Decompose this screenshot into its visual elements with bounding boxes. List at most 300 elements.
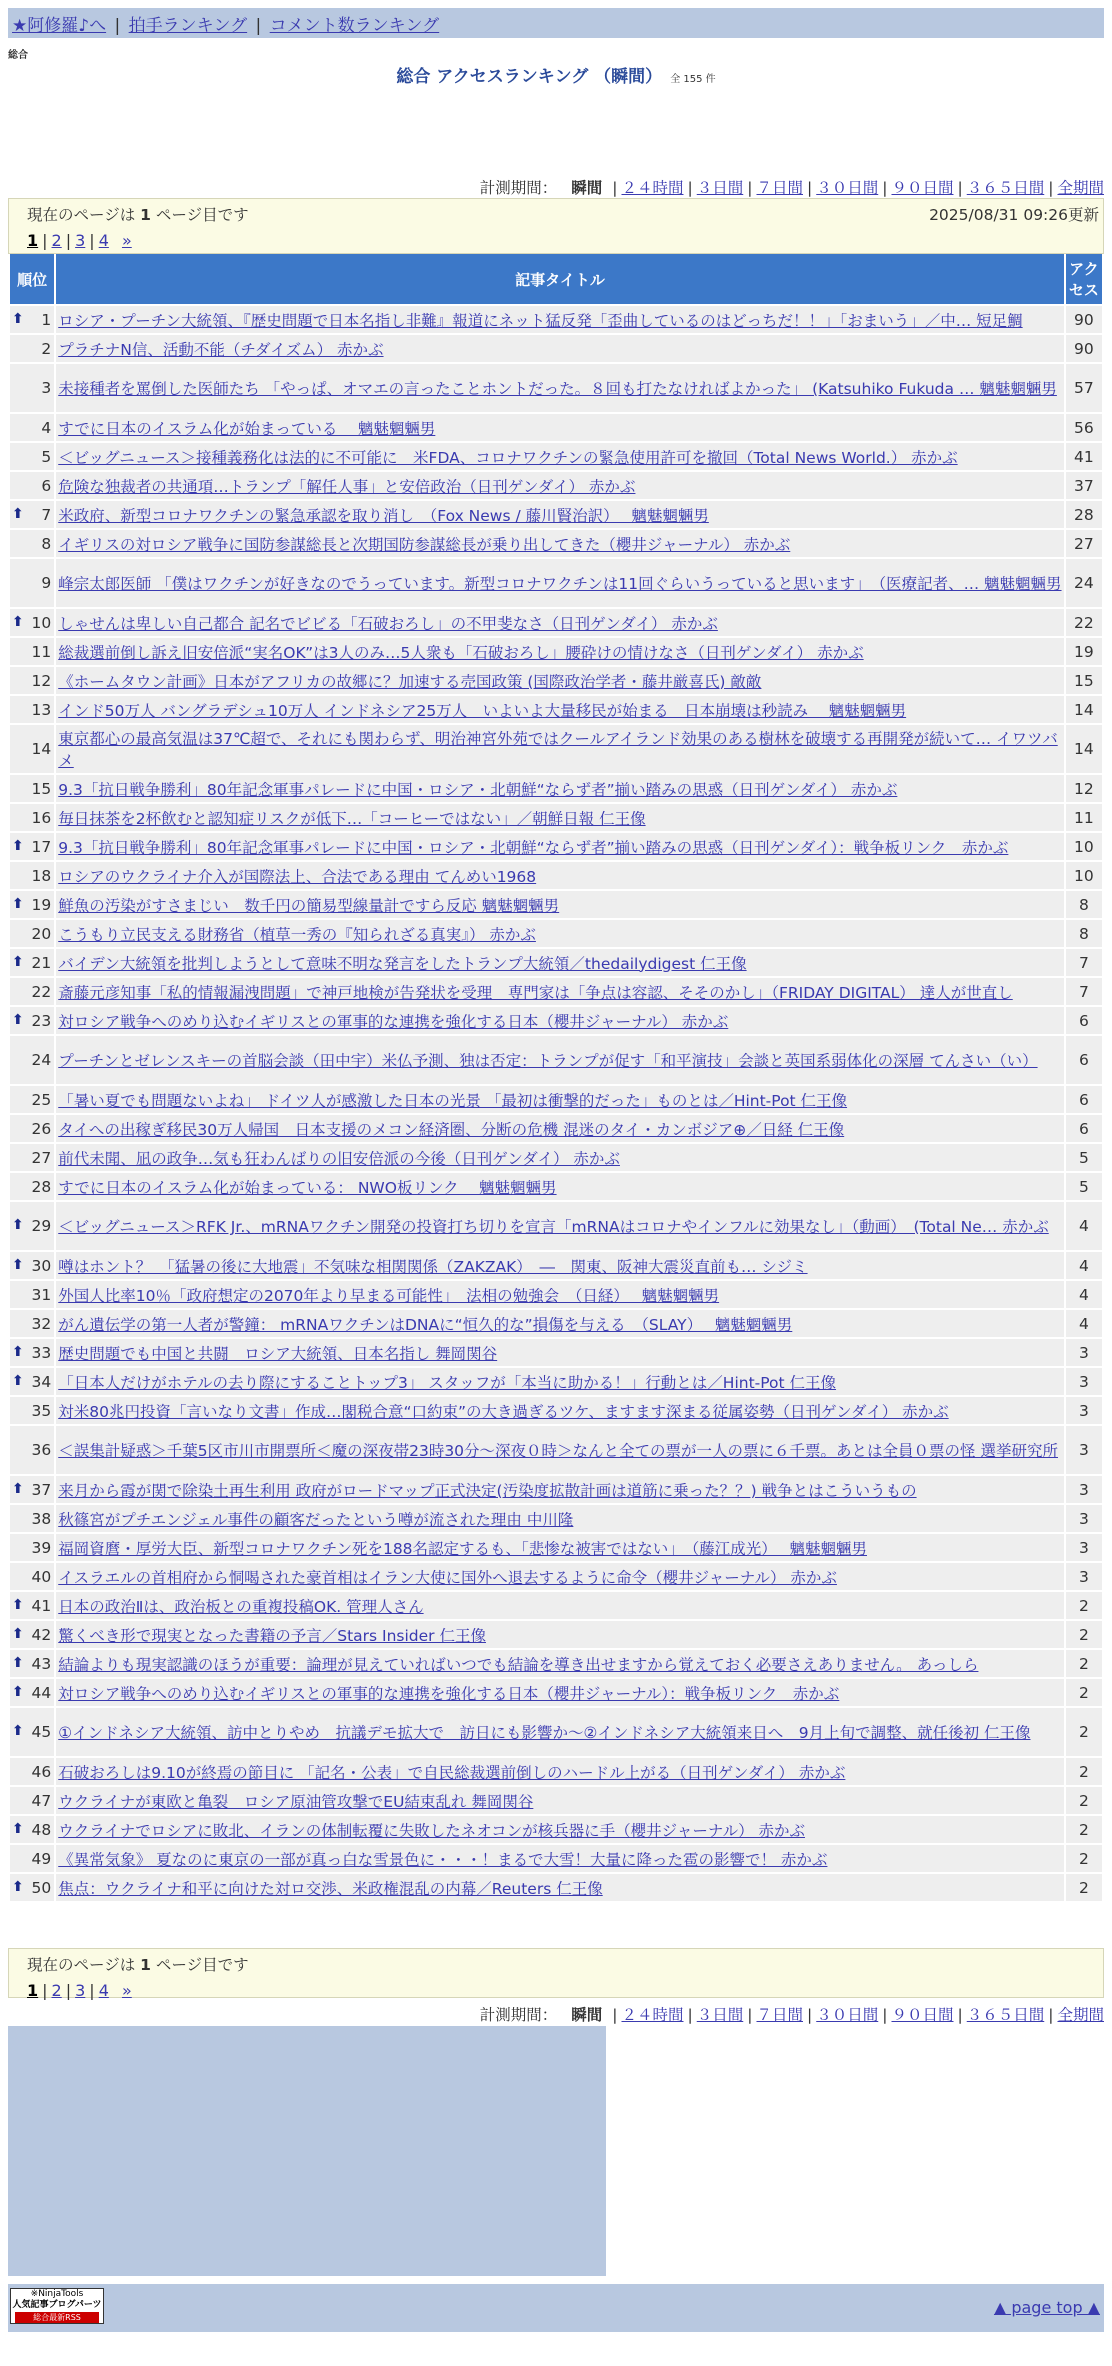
title-cell [56, 1845, 1064, 1872]
rank-number: 34 [31, 1372, 52, 1391]
access-cell: 22 [1066, 609, 1102, 636]
rank-cell [10, 1426, 54, 1474]
rank-number: 41 [31, 1596, 52, 1615]
page-link-4[interactable]: 4 [98, 1981, 109, 2000]
title-cell [56, 978, 1064, 1005]
access-cell: 10 [1066, 862, 1102, 889]
page-links [27, 231, 1085, 250]
table-row [10, 920, 1102, 947]
page-info [27, 1953, 1085, 1975]
article-link[interactable]: ＜ビッグニュース＞RFK Jr.、mRNAワクチン開発の投資打ち切りを宣言「mRNAはコロナやインフルに効果なし」（動画） (Total Ne… 赤かぶ [58, 1218, 1049, 1236]
up-arrow-icon: ⬆ [12, 837, 24, 854]
article-link[interactable]: 歴史問題でも中国と共闘 ロシア大統領、日本名指し 舞岡関谷 [58, 1344, 498, 1363]
access-cell: 2 [1066, 1592, 1102, 1619]
period-separator: | [747, 2006, 753, 2024]
table-row [10, 1708, 1102, 1756]
rank-cell [10, 833, 54, 860]
article-link[interactable]: 福岡資麿・厚労大臣、新型コロナワクチン死を188名認定するも、「悲惨な被害ではない」 （藤江成光） 魑魅魍魎男 [58, 1539, 867, 1558]
article-link[interactable]: 「暑い夏でも問題ないよね」 ドイツ人が感激した日本の光景 「最初は衝撃的だった」ものとは／Hint-Pot 仁王像 [58, 1091, 848, 1110]
article-link[interactable]: インド50万人 バングラデシュ10万人 インドネシア25万人 いよいよ大量移民が始まる 日本崩壊は秒読み 魑魅魍魎男 [58, 701, 907, 720]
title-cell [56, 1650, 1064, 1677]
article-link[interactable]: 焦点：ウクライナ和平に向けた対ロ交渉、米政権混乱の内幕／Reuters 仁王像 [58, 1879, 603, 1898]
article-link[interactable]: ウクライナが東欧と亀裂 ロシア原油管攻撃でEU結束乱れ 舞岡関谷 [58, 1792, 534, 1811]
title-cell [56, 725, 1064, 773]
page-separator: | [42, 231, 48, 250]
rank-cell [10, 862, 54, 889]
period-selector-bottom [480, 2003, 1104, 2025]
rank-number: 45 [31, 1723, 52, 1741]
up-arrow-icon: ⬆ [12, 1820, 24, 1837]
article-link[interactable]: ①インドネシア大統領、訪中とりやめ 抗議デモ拡大で 訪日にも影響か～②インドネシア大統領来日へ 9月上旬で調整、就任後初 仁王像 [58, 1724, 1031, 1742]
article-link[interactable]: ウクライナでロシアに敗北、イランの体制転覆に失敗したネオコンが核兵器に手（櫻井ジャーナル） 赤かぶ [58, 1821, 805, 1840]
access-cell: 6 [1066, 1036, 1102, 1084]
article-link[interactable]: 前代未聞、凪の政争…気も狂わんばりの旧安倍派の今後（日刊ゲンダイ） 赤かぶ [58, 1149, 620, 1168]
access-cell: 7 [1066, 949, 1102, 976]
table-row [10, 725, 1102, 773]
category-tag: 総合 [8, 50, 28, 61]
article-link[interactable]: 9.3「抗日戦争勝利」80年記念軍事パレードに中国・ロシア・北朝鮮“ならず者”揃い踏みの思惑（日刊ゲンダイ）：戦争板リンク 赤かぶ [58, 838, 1009, 857]
up-arrow-icon: ⬆ [12, 505, 24, 522]
period-separator: | [882, 179, 888, 197]
table-row [10, 1252, 1102, 1279]
page-info [27, 203, 1085, 225]
up-arrow-icon: ⬆ [12, 1343, 24, 1360]
access-cell: 90 [1066, 335, 1102, 362]
rank-number: 14 [31, 740, 52, 758]
period-option[interactable]: 全期間 [1057, 179, 1104, 197]
title-cell [56, 1708, 1064, 1756]
article-link[interactable]: 対ロシア戦争へのめり込むイギリスとの軍事的な連携を強化する日本（櫻井ジャーナル）：戦争板リンク 赤かぶ [58, 1684, 840, 1703]
up-arrow-icon: ⬆ [12, 1596, 24, 1613]
rank-cell [10, 1592, 54, 1619]
next-page-link[interactable]: » [121, 1981, 132, 2000]
period-option[interactable]: ７日間 [756, 179, 803, 197]
article-link[interactable]: プラチナN信、活動不能（チダイズム） 赤かぶ [58, 340, 384, 359]
rank-cell [10, 1534, 54, 1561]
title-cell [56, 833, 1064, 860]
article-link[interactable]: 未接種者を罵倒した医師たち 「やっぱ、オマエの言ったことホントだった。８回も打たなければよかった」 (Katsuhiko Fukuda … 魑魅魍魎男 [58, 380, 1057, 398]
table-row [10, 364, 1102, 412]
table-row [10, 609, 1102, 636]
title-cell [56, 1252, 1064, 1279]
title-cell [56, 1534, 1064, 1561]
title-cell [56, 1202, 1064, 1250]
period-option[interactable]: ３０日間 [816, 2006, 879, 2024]
article-link[interactable]: 《ホームタウン計画》日本がアフリカの故郷に？加速する売国政策 (国際政治学者・藤井厳喜氏) 敵敵 [58, 672, 762, 691]
total-count: 全 155 件 [670, 74, 716, 85]
next-page-link[interactable]: » [121, 231, 132, 250]
rank-cell [10, 472, 54, 499]
title-cell [56, 804, 1064, 831]
access-cell: 3 [1066, 1339, 1102, 1366]
period-option[interactable]: ３６５日間 [966, 179, 1045, 197]
period-option[interactable]: ３日間 [696, 179, 744, 197]
table-row [10, 1621, 1102, 1648]
title-cell [56, 530, 1064, 557]
article-link[interactable]: ＜誤集計疑惑＞千葉5区市川市開票所＜魔の深夜帯23時30分～深夜０時＞なんと全ての票が一人の票に６千票。あとは全員０票の怪 選挙研究所 [58, 1442, 1058, 1460]
access-cell: 5 [1066, 1144, 1102, 1171]
access-cell: 3 [1066, 1476, 1102, 1503]
table-row [10, 1339, 1102, 1366]
home-link[interactable]: ★阿修羅♪へ [12, 16, 107, 36]
table-row [10, 1202, 1102, 1250]
title-cell [56, 1621, 1064, 1648]
badge-line2: 人気記事ブログパーツ [12, 2300, 102, 2310]
rank-cell [10, 414, 54, 441]
rank-cell [10, 978, 54, 1005]
title-cell [56, 1476, 1064, 1503]
rank-cell [10, 1621, 54, 1648]
access-cell: 12 [1066, 775, 1102, 802]
article-link[interactable]: 日本の政治Ⅱは、政治板との重複投稿OK. 管理人さん [58, 1597, 424, 1616]
ad-placeholder [8, 2026, 606, 2276]
table-row [10, 414, 1102, 441]
article-link[interactable]: ＜ビッグニュース＞接種義務化は法的に不可能に 米FDA、コロナワクチンの緊急使用許可を撤回（Total News World.） 赤かぶ [58, 448, 958, 467]
rank-number: 37 [31, 1480, 52, 1499]
up-arrow-icon: ⬆ [12, 1372, 24, 1389]
title-cell [56, 609, 1064, 636]
title-cell [56, 1679, 1064, 1706]
title-cell [56, 414, 1064, 441]
article-link[interactable]: プーチンとゼレンスキーの首脳会談（田中宇）米仏予測、独は否定：トランプが促す「和平演技」会談と英国系弱体化の深層 てんさい（い） [58, 1052, 1038, 1070]
rank-number: 21 [31, 953, 52, 972]
page-title [0, 62, 1112, 87]
table-row [10, 443, 1102, 470]
table-row [10, 1563, 1102, 1590]
article-link[interactable]: バイデン大統領を批判しようとして意味不明な発言をしたトランプ大統領／thedailydigest 仁王像 [58, 954, 747, 973]
up-arrow-icon: ⬆ [12, 1217, 24, 1233]
article-link[interactable]: 総裁選前倒し訴え旧安倍派“実名OK”は3人のみ…5人衆も「石破おろし」腰砕けの情けなさ（日刊ゲンダイ） 赤かぶ [58, 643, 864, 662]
article-link[interactable]: 石破おろしは9.10が終焉の節目に 「記名・公表」で自民総裁選前倒しのハードル上がる（日刊ゲンダイ） 赤かぶ [58, 1763, 846, 1782]
access-cell: 41 [1066, 443, 1102, 470]
article-link[interactable]: 東京都心の最高気温は37℃超で、それにも関わらず、明治神宮外苑ではクールアイランド効果のある樹林を破壊する再開発が続いて… イワツバメ [58, 730, 1058, 770]
title-cell [56, 1758, 1064, 1785]
title-cell [56, 443, 1064, 470]
period-option[interactable]: ３日間 [696, 2006, 744, 2024]
rank-cell [10, 1563, 54, 1590]
rank-number: 15 [31, 779, 52, 798]
article-link[interactable]: 噂はホント？ 「猛暑の後に大地震」不気味な相関関係（ZAKZAK） ― 関東、阪神大震災直前も… シジミ [58, 1257, 808, 1276]
access-cell: 2 [1066, 1650, 1102, 1677]
current-page-number: 1 [140, 1956, 151, 1974]
rank-number: 39 [31, 1538, 52, 1557]
article-link[interactable]: 来月から霞が関で除染土再生利用 政府がロードマップ正式決定(汚染度拡散計画は道筋に乗った？？) 戦争とはこういうもの [58, 1481, 917, 1500]
article-link[interactable]: 米政府、新型コロナワクチンの緊急承認を取り消し （Fox News / 藤川賢治訳） 魑魅魍魎男 [58, 506, 709, 525]
rank-cell [10, 775, 54, 802]
article-link[interactable]: 結論よりも現実認識のほうが重要：論理が見えていればいつでも結論を導き出せますから覚えておく必要さえありません。 あっしら [58, 1655, 979, 1674]
period-separator: | [807, 2006, 813, 2024]
up-arrow-icon: ⬆ [12, 1011, 24, 1028]
period-current: 瞬間 [571, 2006, 603, 2024]
rank-cell [10, 1173, 54, 1200]
article-link[interactable]: ロシア・プーチン大統領、『歴史問題で日本名指し非難』報道にネット猛反発「歪曲しているのはどっちだ！！」「おまいう」／中… 短足鯛 [58, 311, 1023, 330]
rank-cell [10, 696, 54, 723]
rank-number: 47 [31, 1791, 52, 1810]
rank-cell [10, 891, 54, 918]
rank-number: 35 [31, 1401, 52, 1420]
comment-ranking-link[interactable]: コメント数ランキング [269, 16, 440, 36]
article-link[interactable]: 外国人比率10％「政府想定の2070年より早まる可能性」 法相の勉強会 （日経） 魑魅魍魎男 [58, 1286, 720, 1305]
access-cell: 2 [1066, 1708, 1102, 1756]
title-cell [56, 667, 1064, 694]
title-cell [56, 1426, 1064, 1474]
access-cell: 6 [1066, 1115, 1102, 1142]
up-arrow-icon: ⬆ [12, 613, 24, 630]
current-page-number: 1 [140, 206, 151, 224]
title-cell [56, 1874, 1064, 1901]
title-cell [56, 949, 1064, 976]
page-separator: | [65, 1981, 72, 2000]
access-cell: 4 [1066, 1252, 1102, 1279]
rank-cell [10, 1708, 54, 1756]
table-row [10, 696, 1102, 723]
rank-number: 40 [31, 1567, 52, 1586]
rank-number: 24 [31, 1051, 52, 1069]
article-link[interactable]: 鮮魚の汚染がすさまじい 数千円の簡易型線量計ですら反応 魑魅魍魎男 [58, 896, 560, 915]
page-top-link[interactable]: ▲ page top ▲ [993, 2298, 1100, 2317]
rank-cell [10, 530, 54, 557]
rank-number: 12 [31, 671, 52, 690]
page-separator [113, 1981, 118, 2000]
rank-number: 48 [31, 1820, 52, 1839]
table-row [10, 978, 1102, 1005]
access-cell: 27 [1066, 530, 1102, 557]
page-link-2[interactable]: 2 [51, 231, 62, 250]
rank-cell [10, 1476, 54, 1503]
rank-cell [10, 1144, 54, 1171]
access-cell: 8 [1066, 920, 1102, 947]
rank-number: 22 [31, 982, 52, 1001]
rank-cell [10, 804, 54, 831]
page-separator: | [42, 1981, 48, 2000]
article-link[interactable]: しゃせんは卑しい自己都合 記名でビビる「石破おろし」の不甲斐なさ（日刊ゲンダイ） 赤かぶ [58, 614, 718, 633]
access-cell: 19 [1066, 638, 1102, 665]
rank-number: 49 [31, 1849, 52, 1868]
access-cell: 6 [1066, 1007, 1102, 1034]
access-cell: 2 [1066, 1679, 1102, 1706]
access-cell: 2 [1066, 1621, 1102, 1648]
article-link[interactable]: 峰宗太郎医師 「僕はワクチンが好きなのでうっています。新型コロナワクチンは11回ぐらいうっていると思います」 （医療記者、… 魑魅魍魎男 [58, 575, 1062, 593]
table-row [10, 559, 1102, 607]
article-link[interactable]: 9.3「抗日戦争勝利」80年記念軍事パレードに中国・ロシア・北朝鮮“ならず者”揃い踏みの思惑（日刊ゲンダイ） 赤かぶ [58, 780, 898, 799]
article-link[interactable]: イスラエルの首相府から恫喝された豪首相はイラン大使に国外へ退去するように命令（櫻井ジャーナル） 赤かぶ [58, 1568, 837, 1587]
article-link[interactable]: ロシアのウクライナ介入が国際法上、合法である理由 てんめい1968 [58, 867, 537, 886]
period-separator: | [747, 179, 753, 197]
table-row [10, 1758, 1102, 1785]
title-cell [56, 1281, 1064, 1308]
rank-number: 3 [41, 379, 52, 397]
top-nav [8, 8, 1104, 38]
access-cell: 57 [1066, 364, 1102, 412]
access-cell: 2 [1066, 1874, 1102, 1901]
access-cell: 14 [1066, 725, 1102, 773]
title-cell [56, 1339, 1064, 1366]
rss-label: 総合最新RSS [15, 2312, 99, 2323]
rank-cell [10, 1505, 54, 1532]
table-row [10, 306, 1102, 333]
title-cell [56, 1310, 1064, 1337]
access-cell: 15 [1066, 667, 1102, 694]
title-cell [56, 335, 1064, 362]
article-link[interactable]: すでに日本のイスラム化が始まっている 魑魅魍魎男 [58, 419, 436, 438]
up-arrow-icon: ⬆ [12, 1683, 24, 1700]
up-arrow-icon: ⬆ [12, 895, 24, 912]
article-link[interactable]: 斎藤元彦知事「私的情報漏洩問題」で神戸地検が告発状を受理 専門家は「争点は容認、そそのかし」（FRIDAY DIGITAL） 達人が世直し [58, 983, 1013, 1002]
title-cell [56, 559, 1064, 607]
table-row [10, 667, 1102, 694]
title-cell [56, 1563, 1064, 1590]
period-option[interactable]: ９０日間 [891, 2006, 954, 2024]
rank-cell [10, 1650, 54, 1677]
table-row [10, 833, 1102, 860]
title-cell [56, 775, 1064, 802]
access-cell: 3 [1066, 1426, 1102, 1474]
article-link[interactable]: 対ロシア戦争へのめり込むイギリスとの軍事的な連携を強化する日本（櫻井ジャーナル） 赤かぶ [58, 1012, 729, 1031]
rank-number: 7 [41, 505, 52, 524]
article-link[interactable]: 対米80兆円投資「言いなり文書」作成…閣税合意“口約束”の大き過ぎるツケ、ますます深まる従属姿勢（日刊ゲンダイ） 赤かぶ [58, 1402, 949, 1421]
period-separator: | [1048, 2006, 1054, 2024]
title-cell [56, 501, 1064, 528]
article-link[interactable]: すでに日本のイスラム化が始まっている： NWO板リンク 魑魅魍魎男 [58, 1178, 557, 1197]
period-option[interactable]: ９０日間 [891, 179, 954, 197]
rank-cell [10, 667, 54, 694]
table-row [10, 1368, 1102, 1395]
up-arrow-icon: ⬆ [12, 310, 24, 327]
title-cell [56, 472, 1064, 499]
rank-cell [10, 1310, 54, 1337]
title-cell [56, 1144, 1064, 1171]
page-link-2[interactable]: 2 [51, 1981, 62, 2000]
page-link-3[interactable]: 3 [75, 1981, 86, 2000]
title-cell [56, 306, 1064, 333]
article-link[interactable]: 《異常気象》 夏なのに東京の一部が真っ白な雪景色に・・・！まるで大雪！大量に降った雹の影響で！ 赤かぶ [58, 1850, 828, 1869]
article-link[interactable]: 秋篠宮がプチエンジェル事件の顧客だったという噂が流された理由 中川隆 [58, 1510, 574, 1529]
page-links [27, 1981, 1085, 2000]
rank-cell [10, 1679, 54, 1706]
up-arrow-icon: ⬆ [12, 1480, 24, 1497]
title-cell [56, 1505, 1064, 1532]
access-cell: 4 [1066, 1310, 1102, 1337]
article-link[interactable]: タイへの出稼ぎ移民30万人帰国 日本支援のメコン経済圏、分断の危機 混迷のタイ・カンボジア⊕／日経 仁王像 [58, 1120, 845, 1139]
rank-number: 43 [31, 1654, 52, 1673]
table-row [10, 530, 1102, 557]
rank-cell [10, 443, 54, 470]
up-arrow-icon: ⬆ [12, 953, 24, 970]
page-title-text: 総合 アクセスランキング （瞬間） [396, 67, 663, 87]
page-separator: | [89, 1981, 95, 2000]
rank-cell [10, 1281, 54, 1308]
title-cell [56, 1368, 1064, 1395]
table-row [10, 1310, 1102, 1337]
rank-number: 44 [31, 1683, 52, 1702]
rank-cell [10, 335, 54, 362]
period-option[interactable]: ２４時間 [621, 2006, 684, 2024]
rank-cell [10, 1339, 54, 1366]
period-option[interactable]: ７日間 [756, 2006, 803, 2024]
table-row [10, 1816, 1102, 1843]
access-cell: 10 [1066, 833, 1102, 860]
title-cell [56, 862, 1064, 889]
rank-cell [10, 609, 54, 636]
period-option[interactable]: ３６５日間 [966, 2006, 1045, 2024]
rank-cell [10, 1845, 54, 1872]
rank-cell [10, 559, 54, 607]
ranking-body [10, 306, 1102, 1901]
table-row [10, 804, 1102, 831]
article-link[interactable]: 驚くべき形で現実となった書籍の予言／Stars Insider 仁王像 [58, 1626, 486, 1645]
access-cell: 4 [1066, 1281, 1102, 1308]
access-cell: 2 [1066, 1845, 1102, 1872]
rank-number: 5 [41, 447, 52, 466]
page-separator: | [65, 231, 72, 250]
article-link[interactable]: イギリスの対ロシア戦争に国防参謀総長と次期国防参謀総長が乗り出してきた（櫻井ジャーナル） 赤かぶ [58, 535, 791, 554]
access-cell: 4 [1066, 1202, 1102, 1250]
table-row [10, 1476, 1102, 1503]
access-cell: 28 [1066, 501, 1102, 528]
article-link[interactable]: 「日本人だけがホテルの去り際にすることトップ3」 スタッフが「本当に助かる！」行動とは／Hint-Pot 仁王像 [58, 1373, 837, 1392]
period-option[interactable]: ３０日間 [816, 179, 879, 197]
rank-number: 10 [31, 613, 52, 632]
access-cell: 6 [1066, 1086, 1102, 1113]
rank-number: 17 [31, 837, 52, 856]
period-current: 瞬間 [571, 179, 603, 197]
article-link[interactable]: 危険な独裁者の共通項…トランプ「解任人事」と安倍政治（日刊ゲンダイ） 赤かぶ [58, 477, 636, 496]
page-link-1: 1 [27, 231, 39, 250]
table-row [10, 1592, 1102, 1619]
article-link[interactable]: がん遺伝学の第一人者が警鐘： mRNAワクチンはDNAに“恒久的な”損傷を与える （SLAY） 魑魅魍魎男 [58, 1315, 793, 1334]
period-option[interactable]: 全期間 [1057, 2006, 1104, 2024]
period-option[interactable]: ２４時間 [621, 179, 684, 197]
page-link-3[interactable]: 3 [75, 231, 86, 250]
rank-number: 9 [41, 574, 52, 592]
period-selector-top [480, 176, 1104, 198]
rank-cell [10, 1874, 54, 1901]
title-cell [56, 1086, 1064, 1113]
badge-line1: ※NinjaTools [30, 2289, 84, 2299]
applause-ranking-link[interactable]: 拍手ランキング [128, 16, 248, 36]
ninja-tools-badge[interactable] [10, 2288, 104, 2324]
pager-bottom [8, 1948, 1104, 1998]
article-link[interactable]: こうもり立民支える財務省（植草一秀の『知られざる真実』） 赤かぶ [58, 925, 536, 944]
rank-number: 46 [31, 1762, 52, 1781]
article-link[interactable]: 毎日抹茶を2杯飲むと認知症リスクが低下…「コーヒーではない」／朝鮮日報 仁王像 [58, 809, 646, 828]
rank-cell [10, 1787, 54, 1814]
title-cell [56, 1592, 1064, 1619]
access-cell: 14 [1066, 696, 1102, 723]
table-row [10, 1397, 1102, 1424]
period-label: 計測期間： [479, 179, 558, 197]
rank-number: 26 [31, 1119, 52, 1138]
rank-number: 23 [31, 1011, 52, 1030]
access-cell: 3 [1066, 1563, 1102, 1590]
rank-number: 42 [31, 1625, 52, 1644]
title-cell [56, 1115, 1064, 1142]
ranking-table [8, 252, 1104, 1903]
access-cell: 3 [1066, 1368, 1102, 1395]
access-cell: 24 [1066, 559, 1102, 607]
access-cell: 11 [1066, 804, 1102, 831]
rank-cell [10, 501, 54, 528]
page-link-4[interactable]: 4 [98, 231, 109, 250]
access-cell: 37 [1066, 472, 1102, 499]
rank-header: 順位 [10, 254, 54, 304]
access-cell: 90 [1066, 306, 1102, 333]
title-cell [56, 696, 1064, 723]
title-cell [56, 1007, 1064, 1034]
page-info-prefix: 現在のページは [27, 1956, 136, 1974]
page-link-1: 1 [27, 1981, 39, 2000]
table-row [10, 862, 1102, 889]
